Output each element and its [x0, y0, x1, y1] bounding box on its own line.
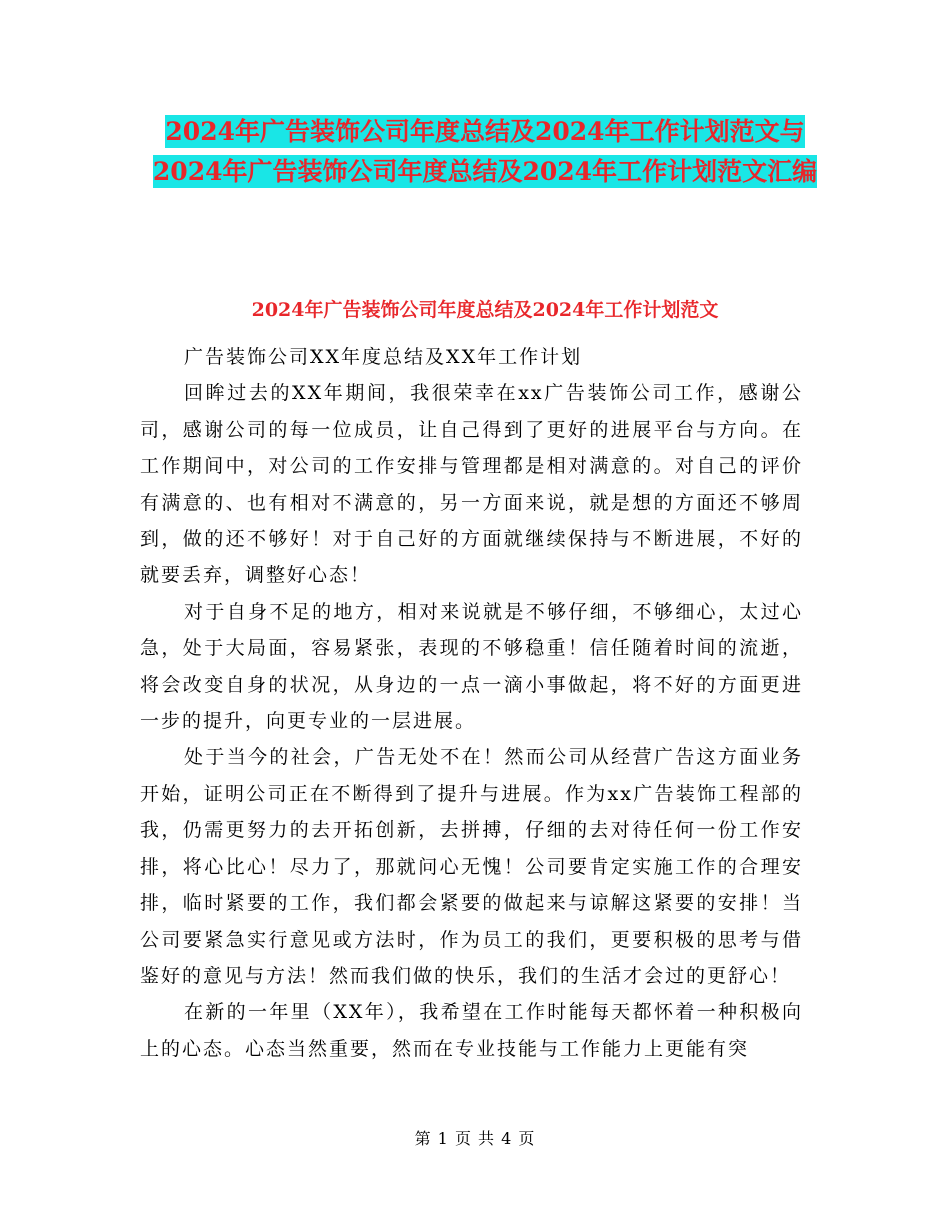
paragraph-3: 对于自身不足的地方，相对来说就是不够仔细，不够细心，太过心急，处于大局面，容易紧张，表现的不够稳重！信任随着时间的流逝，将会改变自身的状况，从身边的一点一滴小事做起，将不好的方面更进一步的提升，向更专业的一层进展。: [140, 600, 803, 733]
paragraph-4: 处于当今的社会，广告无处不在！然而公司从经营广告这方面业务开始，证明公司正在不断得到了提升与进展。作为xx广告装饰工程部的我，仍需更努力的去开拓创新，去拼搏，仔细的去对待任何一份工作安排，将心比心！尽力了，那就问心无愧！公司要肯定实施工作的合理安排，临时紧要的工作，我们都会紧要的做起来与谅解这紧要的安排！当公司要紧急实行意见或方法时，作为员工的我们，更要积极的思考与借鉴好的意见与方法！然而我们做的快乐，我们的生活才会过的更舒心！: [140, 746, 803, 987]
paragraph-1: 广告装饰公司XX年度总结及XX年工作计划: [184, 346, 583, 368]
section-title: 2024年广告装饰公司年度总结及2024年工作计划范文: [251, 299, 719, 321]
document-body: [140, 339, 803, 1067]
page-footer: 第 1 页 共 4 页: [414, 1129, 536, 1148]
main-title-text: 2024年广告装饰公司年度总结及2024年工作计划范文与2024年广告装饰公司年度总结及2024年工作计划范文汇编: [152, 117, 818, 186]
paragraph-5: 在新的一年里（XX年），我希望在工作时能每天都怀着一种积极向上的心态。心态当然重要，然而在专业技能与工作能力上更能有突: [140, 1001, 803, 1060]
paragraph-2: 回眸过去的XX年期间，我很荣幸在xx广告装饰公司工作，感谢公司，感谢公司的每一位成员，让自己得到了更好的进展平台与方向。在工作期间中，对公司的工作安排与管理都是相对满意的。对自己的评价有满意的、也有相对不满意的，另一方面来说，就是想的方面还不够周到，做的还不够好！对于自己好的方面就继续保持与不断进展，不好的就要丢弃，调整好心态！: [140, 382, 803, 587]
document-main-title: [140, 112, 830, 192]
